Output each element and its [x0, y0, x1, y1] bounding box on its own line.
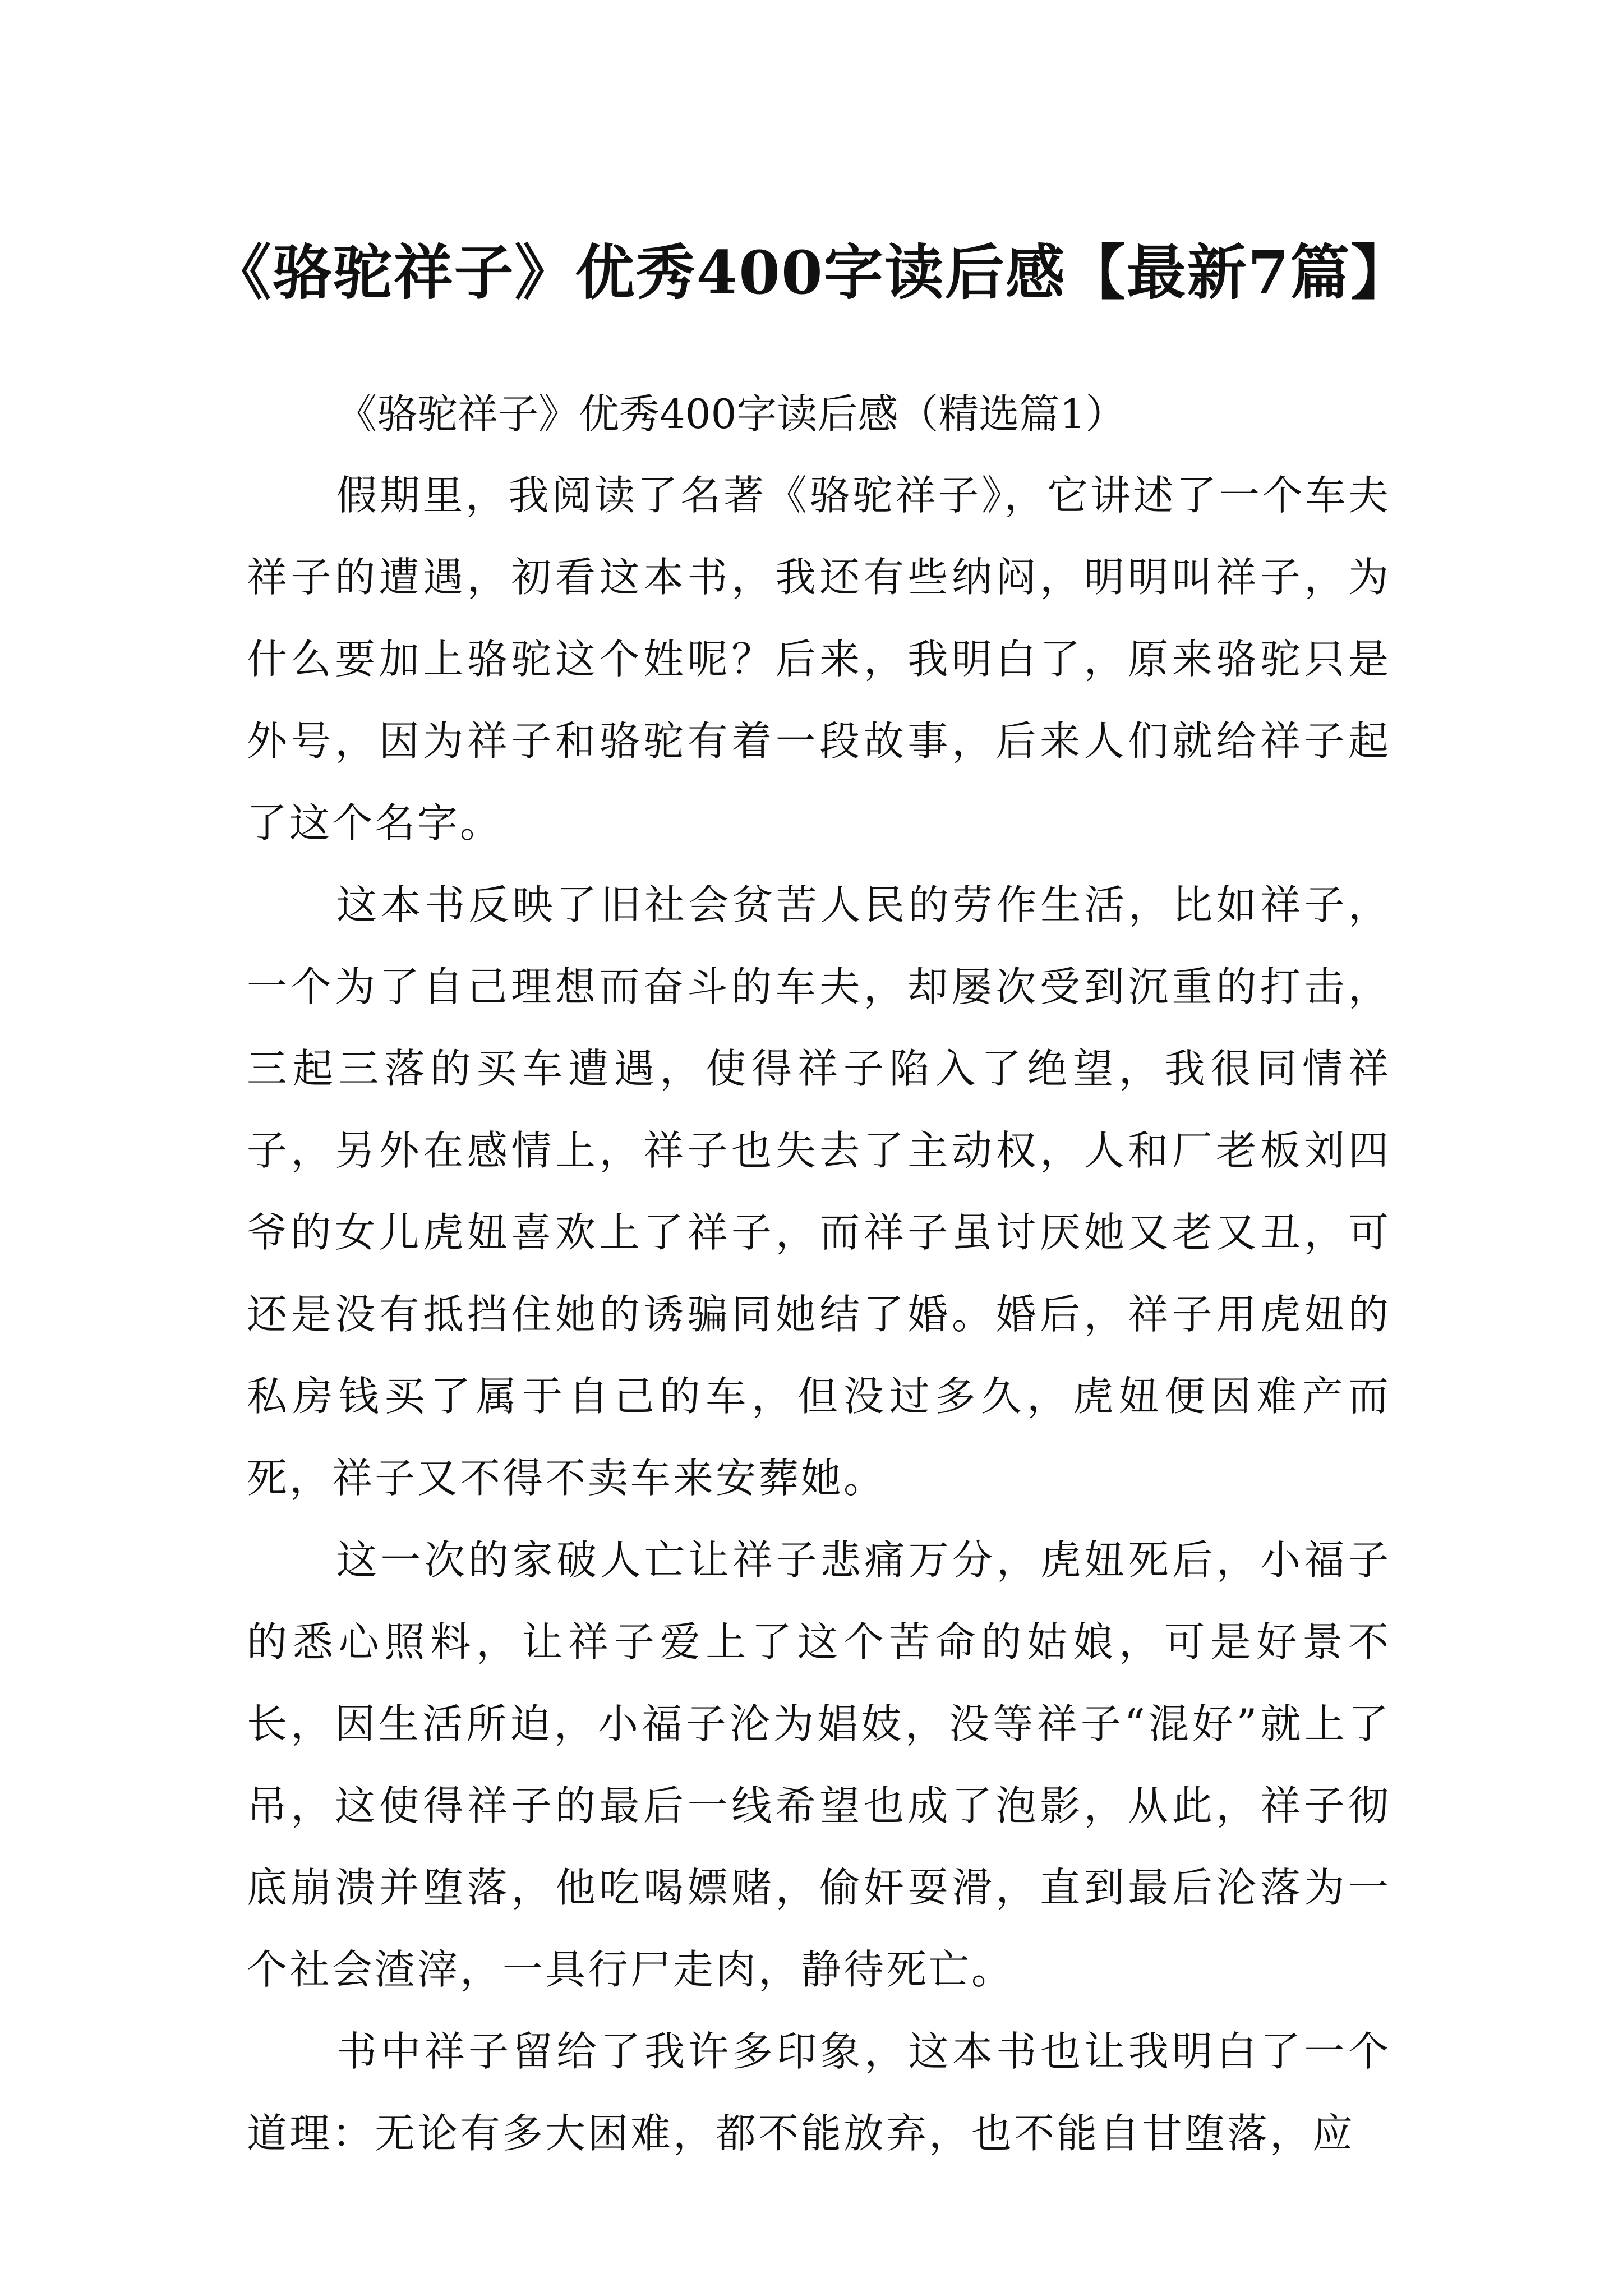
paragraph-1: 假期里，我阅读了名著《骆驼祥子》，它讲述了一个车夫祥子的遭遇，初看这本书，我还有些纳闷，明明叫祥子，为什么要加上骆驼这个姓呢？后来，我明白了，原来骆驼只是外号，因为祥子和骆驼有着一段故事，后来人们就给祥子起了这个名字。	[247, 472, 1391, 846]
document-title: 《骆驼祥子》优秀400字读后感【最新7篇】	[211, 237, 1412, 308]
paragraph-3: 这一次的家破人亡让祥子悲痛万分，虎妞死后，小福子的悉心照料，让祥子爱上了这个苦命的姑娘，可是好景不长，因生活所迫，小福子沦为娼妓，没等祥子“混好”就上了吊，这使得祥子的最后一线希望也成了泡影，从此，祥子彻底崩溃并堕落，他吃喝嫖赌，偷奸耍滑，直到最后沦落为一个社会渣滓，一具行尸走肉，静待死亡。	[247, 1536, 1391, 1993]
section-heading: 《骆驼祥子》优秀400字读后感（精选篇1）	[336, 390, 1126, 438]
paragraph-2: 这本书反映了旧社会贫苦人民的劳作生活，比如祥子，一个为了自己理想而奋斗的车夫，却屡次受到沉重的打击，三起三落的买车遭遇，使得祥子陷入了绝望，我很同情祥子，另外在感情上，祥子也失去了主动权，人和厂老板刘四爷的女儿虎妞喜欢上了祥子，而祥子虽讨厌她又老又丑，可还是没有抵挡住她的诱骗同她结了婚。婚后，祥子用虎妞的私房钱买了属于自己的车，但没过多久，虎妞便因难产而死，祥子又不得不卖车来安葬她。	[247, 881, 1391, 1502]
paragraph-4: 书中祥子留给了我许多印象，这本书也让我明白了一个道理：无论有多大困难，都不能放弃，也不能自甘堕落，应	[247, 2028, 1391, 2157]
document-body	[247, 374, 1391, 2174]
